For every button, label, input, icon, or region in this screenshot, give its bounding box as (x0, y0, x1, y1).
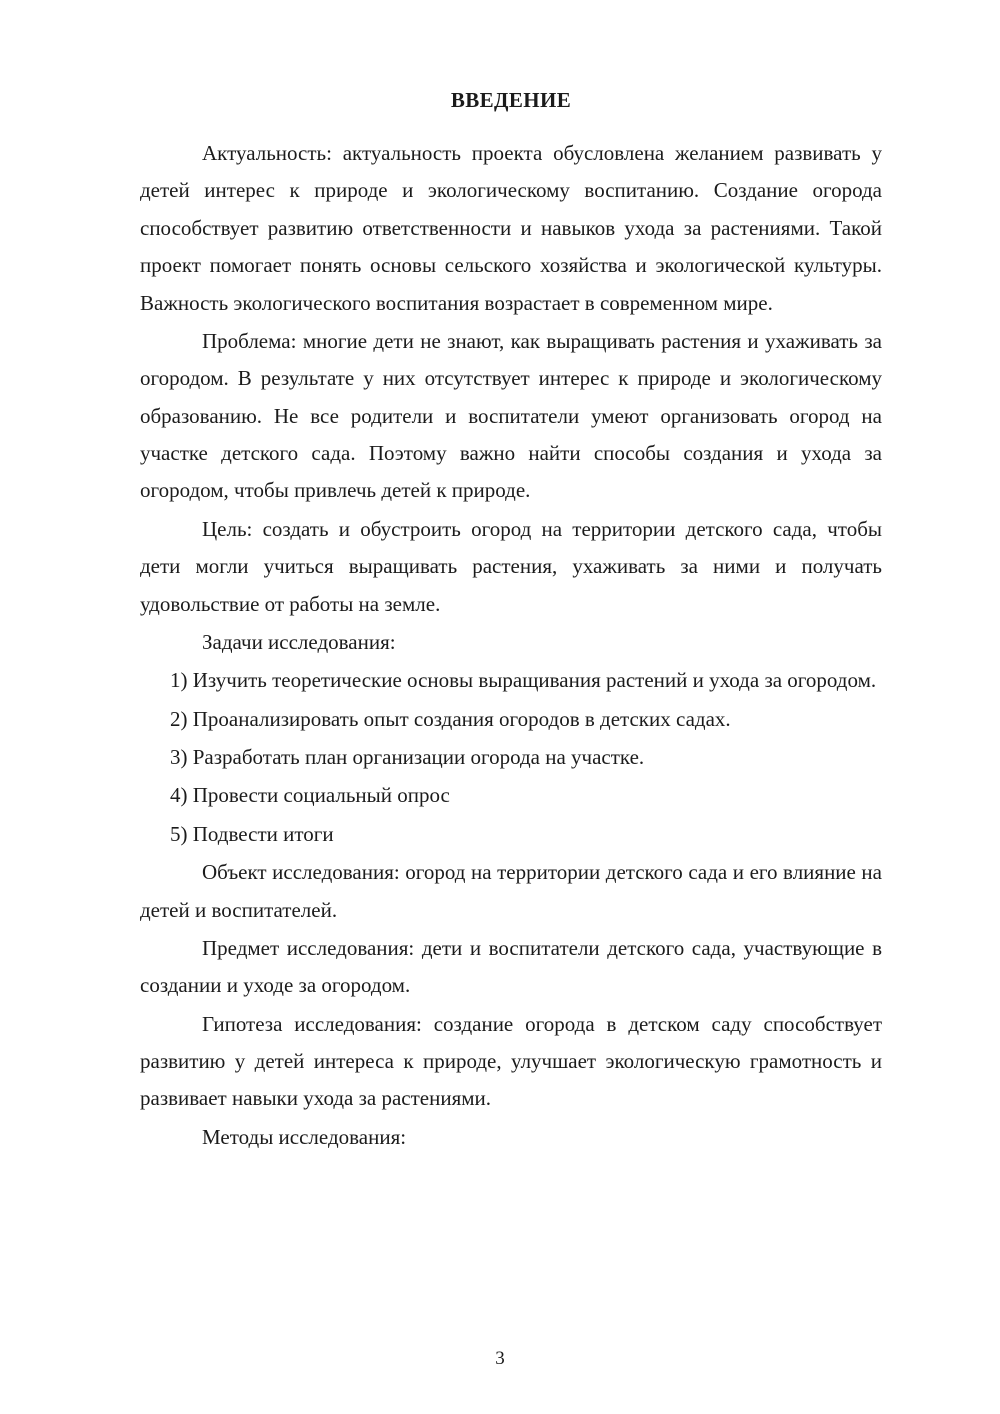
list-item: 1) Изучить теоретические основы выращивания растений и ухода за огородом. (170, 668, 877, 693)
list-item: 2) Проанализировать опыт создания огородов в детских садах. (170, 706, 731, 731)
page-title: ВВЕДЕНИЕ (450, 88, 572, 112)
list-item: 4) Провести социальный опрос (170, 783, 450, 808)
list-item: 5) Подвести итоги (170, 821, 334, 846)
paragraph-problem: Проблема: многие дети не знают, как выращивать растения и ухаживать за огородом. В результате у них отсутствует интерес к природе и экологическому образованию. Не все родители и воспитатели умеют организовать огород на участке детского сада. Поэтому важно найти способы создания и ухода за огородом, чтобы привлечь детей к природе. (140, 328, 882, 503)
paragraph-hypothesis: Гипотеза исследования: создание огорода в детском саду способствует развитию у детей интереса к природе, улучшает экологическую грамотность и развивает навыки ухода за растениями. (140, 1011, 882, 1111)
list-item: 3) Разработать план организации огорода на участке. (170, 745, 645, 769)
paragraph-object: Объект исследования: огород на территории детского сада и его влияние на детей и воспитателей. (140, 860, 882, 922)
heading-methods: Методы исследования: (202, 1124, 407, 1149)
page-number: 3 (495, 1348, 505, 1369)
heading-tasks: Задачи исследования: (202, 629, 396, 654)
paragraph-relevance: Актуальность: актуальность проекта обусловлена желанием развивать у детей интерес к природе и экологическому воспитанию. Создание огорода способствует развитию ответственности и навыков ухода за растениями. Такой проект помогает понять основы сельского хозяйства и экологической культуры. Важность экологического воспитания возрастает в современном мире. (140, 141, 882, 315)
paragraph-subject: Предмет исследования: дети и воспитатели детского сада, участвующие в создании и уходе за огородом. (140, 935, 882, 998)
paragraph-goal: Цель: создать и обустроить огород на территории детского сада, чтобы дети могли учиться выращивать растения, ухаживать за ними и получать удовольствие от работы на земле. (140, 516, 882, 616)
